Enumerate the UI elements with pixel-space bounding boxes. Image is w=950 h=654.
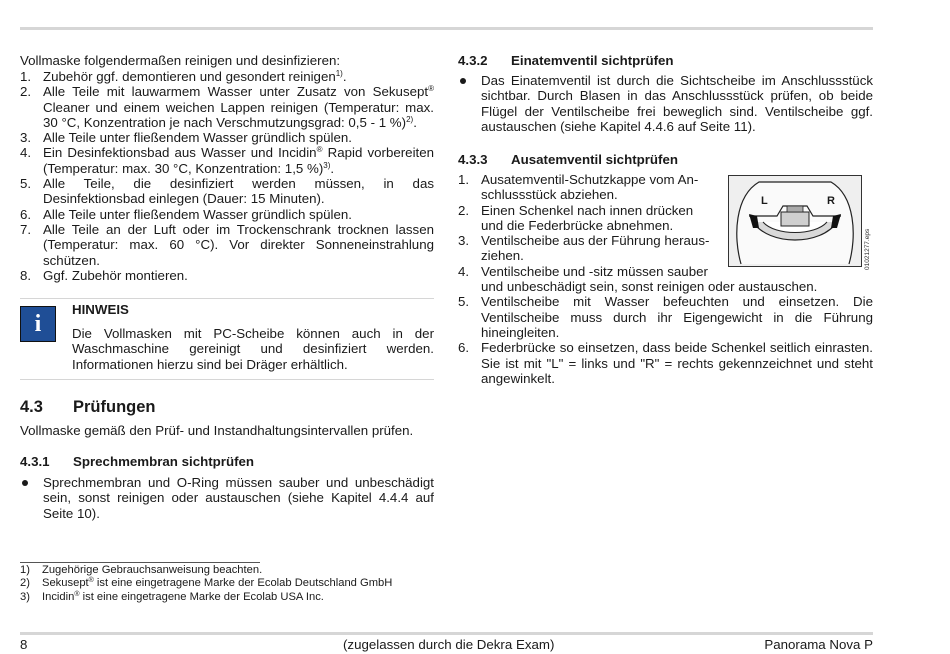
- figure-code: 01021277.eps: [864, 228, 871, 270]
- list-item: 2. Einen Schenkel nach innen drücken und die Federbrücke abnehmen.: [458, 202, 694, 233]
- section-4-3-1-list: [20, 475, 434, 521]
- cleaning-intro: Vollmaske folgendermaßen reinigen und desinfizieren:: [20, 53, 341, 68]
- list-item: 5. Ventilscheibe mit Wasser befeuchten und einsetzen. Die Ventilscheibe muss durch ihr Eigengewicht in die Führung hineingleiten.: [458, 294, 873, 340]
- section-4-3-intro: Vollmaske gemäß den Prüf- und Instandhaltungsintervallen prüfen.: [20, 423, 414, 438]
- footer-approval: (zugelassen durch die Dekra Exam): [343, 637, 555, 652]
- info-icon: i: [20, 306, 56, 342]
- page-number: 8: [20, 637, 28, 652]
- list-item: 3. Ventilscheibe aus der Führung heraus- ziehen.: [458, 233, 710, 264]
- list-item: 2. Alle Teile mit lauwarmem Wasser unter Zusatz von Sekusept® Cleaner und einem weichen Lappen reinigen (Temperatur: max. 30 °C, Konzentration je nach Verschmutzungsgrad: 0,5 - 1 %)$^{2)}$.: [20, 84, 434, 130]
- footnotes: [20, 564, 520, 604]
- valve-illustration: [728, 175, 862, 267]
- section-heading-4-3-2: 4.3.2 Einatemventil sichtprüfen: [458, 53, 674, 68]
- hint-box: [20, 298, 434, 380]
- cleaning-steps: [20, 69, 434, 283]
- figure-label-left: L: [761, 195, 768, 207]
- footnote: 3) Incidin® ist eine eingetragene Marke der Ecolab USA Inc.: [20, 590, 324, 603]
- hint-title: HINWEIS: [72, 302, 129, 317]
- list-item: 4. Ein Desinfektionsbad aus Wasser und Incidin® Rapid vorbereiten (Temperatur: max. 30 °C, Konzentration: 1,5 %)$^{3)}$.: [20, 145, 435, 176]
- list-item: 8. Ggf. Zubehör montieren.: [20, 267, 188, 283]
- section-heading-4-3-3: 4.3.3 Ausatemventil sichtprüfen: [458, 152, 678, 167]
- figure-label-right: R: [827, 195, 835, 207]
- valve-drawing: [729, 176, 861, 266]
- section-heading-4-3: 4.3 Prüfungen: [20, 398, 156, 416]
- section-heading-4-3-1: 4.3.1 Sprechmembran sichtprüfen: [20, 454, 255, 469]
- list-item: 6. Federbrücke so einsetzen, dass beide Schenkel seitlich einrasten. Sie ist mit "L" = links und "R" = rechts gekennzeichnet und steht angewinkelt.: [458, 340, 873, 386]
- list-item: 1. Zubehör ggf. demontieren und gesondert reinigen$^{1)}$.: [20, 69, 347, 84]
- list-item: 7. Alle Teile an der Luft oder im Trockenschrank trocknen lassen (Temperatur: max. 60 °C). Vor direkter Sonneneinstrahlung schützen.: [20, 221, 434, 268]
- section-4-3-2-list: [458, 73, 873, 134]
- list-item: 5. Alle Teile, die desinfiziert werden müssen, in das Desinfektionsbad einlegen (Dauer: 15 Minuten).: [20, 176, 434, 207]
- footnote-rule: [20, 562, 260, 563]
- list-item: Sprechmembran und O-Ring müssen sauber und unbeschädigt sein, sonst reinigen oder austauschen (siehe Kapitel 4.4.4 auf Seite 10).: [20, 475, 434, 521]
- list-item: 6. Alle Teile unter fließendem Wasser gründlich spülen.: [20, 206, 352, 222]
- list-item: Das Einatemventil ist durch die Sichtscheibe im Anschlussstück sichtbar. Durch Blasen in das Anschlussstück prüfen, ob beide Flügel der Ventilscheibe frei beweglich sind. Ventilscheibe ggf. austauschen (siehe Kapitel 4.4.6 auf Seite 11).: [458, 73, 873, 134]
- list-item: 3. Alle Teile unter fließendem Wasser gründlich spülen.: [20, 130, 352, 146]
- footer-product: Panorama Nova P: [764, 637, 873, 652]
- footnote: 2) Sekusept® ist eine eingetragene Marke der Ecolab Deutschland GmbH: [20, 577, 393, 590]
- list-item: 4. Ventilscheibe und -sitz müssen sauber und unbeschädigt sein, sonst reinigen oder austauschen.: [458, 263, 818, 295]
- footnote: 1) Zugehörige Gebrauchsanweisung beachten.: [20, 564, 263, 576]
- header-rule: [20, 27, 873, 30]
- hint-text: Die Vollmasken mit PC-Scheibe können auch in der Waschmaschine gereinigt und desinfiziert werden. Informationen hierzu sind bei Dräger erhältlich.: [72, 326, 434, 372]
- footer-rule: [20, 632, 873, 635]
- list-item: 1. Ausatemventil-Schutzkappe vom An- schlussstück abziehen.: [458, 172, 699, 203]
